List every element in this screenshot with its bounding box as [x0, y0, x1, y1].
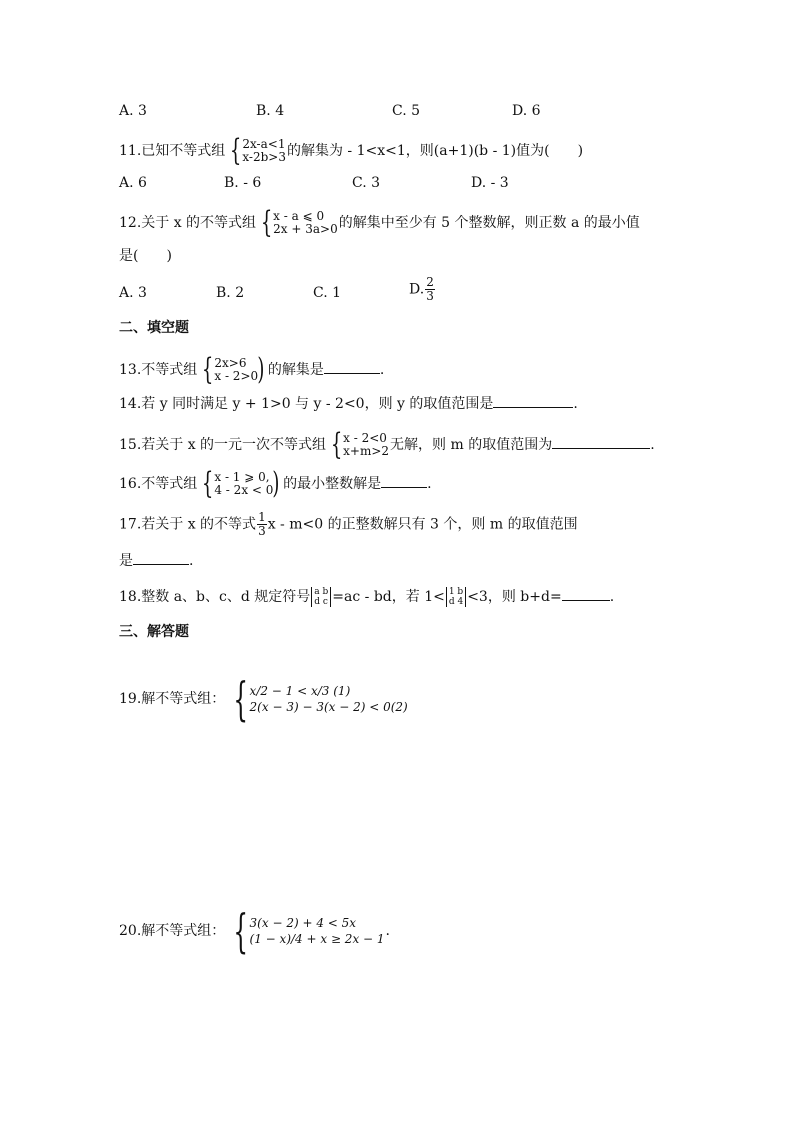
question-18: 18.整数 a、b、c、d 规定符号 a b d c =ac - bd，若 1< 1 b d 4 <3，则 b+d= .	[119, 587, 615, 607]
q11-option-d: D. - 3	[471, 175, 509, 191]
question-13: 13.不等式组 { 2x>6 x - 2>0 ) 的解集是 .	[119, 352, 385, 387]
inequality-system: { 2x>6 x - 2>0 )	[202, 352, 265, 387]
inequality-system: { x - 2<0 x+m>2	[330, 427, 390, 462]
q11-option-c: C. 3	[352, 175, 381, 191]
question-15: 15.若关于 x 的一元一次不等式组 { x - 2<0 x+m>2 无解，则 m 的取值范围为 .	[119, 427, 655, 462]
section-heading-solve: 三、解答题	[119, 624, 189, 640]
question-17: 17.若关于 x 的不等式 $\frac{1}{3}$ x - m<0 的正整数解只有 3 个，则 m 的取值范围	[119, 510, 578, 538]
answer-blank[interactable]	[324, 359, 380, 374]
inequality-system: { x - 1 ⩾ 0, 4 - 2x < 0 )	[202, 466, 280, 501]
inequality-system: { x - a ⩽ 0 2x + 3a>0	[260, 205, 338, 240]
inequality-system: { 2x-a<1 x-2b>3	[230, 133, 286, 168]
question-19: 19.解不等式组： { x/2 − 1 < x/3 (1) 2(x − 3) − 3(x − 2) < 0(2)	[119, 672, 408, 726]
q11-option-a: A. 6	[119, 175, 147, 191]
answer-blank[interactable]	[552, 434, 650, 449]
inequality-system: { x/2 − 1 < x/3 (1) 2(x − 3) − 3(x − 2) < 0(2)	[233, 672, 408, 726]
determinant-symbol: 1 b d 4	[446, 587, 466, 607]
q12-option-c: C. 1	[313, 285, 342, 301]
question-17-cont: 是 .	[119, 550, 193, 571]
question-12: 12.关于 x 的不等式组 { x - a ⩽ 0 2x + 3a>0 的解集中至少有 5 个整数解，则正数 a 的最小值	[119, 205, 640, 240]
q10-option-b: B. 4	[256, 103, 285, 119]
answer-blank[interactable]	[562, 586, 610, 601]
q10-option-c: C. 5	[392, 103, 421, 119]
q12-option-a: A. 3	[119, 285, 147, 301]
determinant-symbol: a b d c	[311, 587, 331, 607]
q10-option-d: D. 6	[512, 103, 541, 119]
fraction: $\frac{1}{3}$	[258, 510, 266, 538]
answer-blank[interactable]	[133, 550, 189, 565]
question-20: 20.解不等式组： { 3(x − 2) + 4 < 5x (1 − x)/4 + x ≥ 2x − 1 .	[119, 904, 390, 958]
q11-option-b: B. - 6	[224, 175, 262, 191]
q12-option-b: B. 2	[216, 285, 245, 301]
answer-blank[interactable]	[493, 393, 573, 408]
inequality-system: { 3(x − 2) + 4 < 5x (1 − x)/4 + x ≥ 2x − 1	[233, 904, 385, 958]
q10-option-a: A. 3	[119, 103, 147, 119]
question-14: 14.若 y 同时满足 y + 1>0 与 y - 2<0，则 y 的取值范围是 .	[119, 393, 578, 414]
answer-blank[interactable]	[381, 473, 427, 488]
q12-option-d: D. $\frac{2}{3}$	[409, 275, 434, 303]
question-12-cont: 是( )	[119, 248, 172, 264]
fraction: $\frac{2}{3}$	[426, 275, 434, 303]
section-heading-fill-in: 二、填空题	[119, 320, 189, 336]
question-11: 11.已知不等式组 { 2x-a<1 x-2b>3 的解集为 - 1<x<1，则(a+1)(b - 1)值为( )	[119, 133, 584, 168]
question-16: 16.不等式组 { x - 1 ⩾ 0, 4 - 2x < 0 ) 的最小整数解是 .	[119, 466, 432, 501]
